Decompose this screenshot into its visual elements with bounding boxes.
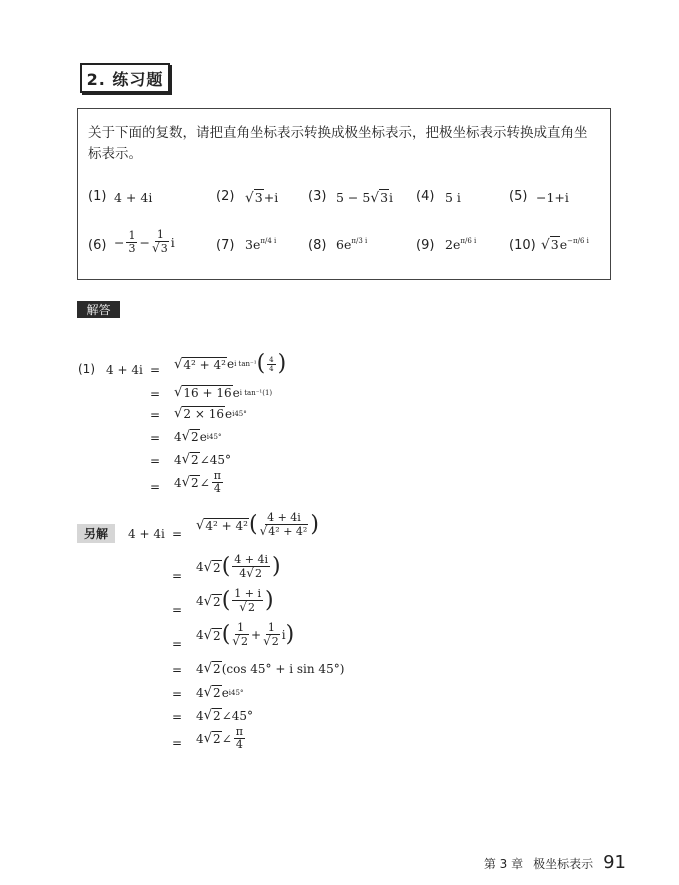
page-number: 91 xyxy=(603,852,626,873)
eq-sign: = xyxy=(172,569,183,583)
problem-label-7: (7) xyxy=(216,238,235,253)
alt-step-4: 4 √ 2 ( $\frac{1}{√2}$ + $\frac{1}{√2}$ i ) xyxy=(196,621,295,648)
problem-expr-1: 4 + 4i xyxy=(114,190,153,205)
eq-sign: = xyxy=(150,431,161,445)
alt-step-6: 4 √ 2 e i45° xyxy=(196,685,244,700)
problem-expr-9: $2e^{\pi/6 i}$ xyxy=(445,237,477,252)
solution-step-5: 4 √ 2 ∠45° xyxy=(174,452,232,467)
eq-sign: = xyxy=(172,736,183,750)
problem-box xyxy=(77,108,611,280)
solution-number: (1) xyxy=(78,362,95,376)
section-title-text: 2. 练习题 xyxy=(86,69,164,89)
footer-chapter-title: 极坐标表示 xyxy=(533,857,594,871)
solution-step-4: 4 √ 2 e i45° xyxy=(174,429,222,444)
eq-sign: = xyxy=(172,637,183,651)
problem-expr-3: 5 − 5√3i xyxy=(336,190,394,206)
problem-label-4: (4) xyxy=(416,189,435,204)
eq-sign: = xyxy=(150,480,161,494)
solution-step-3: √ 2 × 16 e i45° xyxy=(174,406,247,421)
problem-label-3: (3) xyxy=(308,189,327,204)
alt-step-8: 4 √ 2 ∠ $\frac{\pi}{4}$ xyxy=(196,725,243,751)
alt-step-5: 4 √ 2 (cos 45° + i sin 45°) xyxy=(196,661,345,676)
alt-step-1: √ 4² + 4² ( $\frac{4 + 4i}{\text{√4² + 4²}}$ ) xyxy=(196,511,319,538)
problem-label-6: (6) xyxy=(88,238,107,253)
problem-intro: 关于下面的复数，请把直角坐标表示转换成极坐标表示，把极坐标表示转换成直角坐标表示。 xyxy=(88,125,588,162)
alt-lhs: 4 + 4i xyxy=(128,527,165,541)
eq-sign: = xyxy=(150,363,161,377)
eq-sign: = xyxy=(172,527,183,541)
problem-label-10: (10) xyxy=(509,238,536,253)
problem-label-1: (1) xyxy=(88,189,107,204)
page-footer xyxy=(484,852,626,873)
eq-sign: = xyxy=(172,710,183,724)
solution-lhs: 4 + 4i xyxy=(106,363,143,377)
solution-step-1: √ 4² + 4² e i tan⁻¹ ( $\frac{4}{4}$ ) xyxy=(174,351,287,376)
alt-solution-label-text: 另解 xyxy=(83,527,108,541)
answer-label-text: 解答 xyxy=(86,303,111,317)
eq-sign: = xyxy=(172,603,183,617)
problem-expr-8: $6e^{\pi/3 i}$ xyxy=(336,237,368,252)
solution-step-2: √ 16 + 16 e i tan⁻¹(1) xyxy=(174,385,273,400)
section-title xyxy=(80,63,170,93)
solution-step-6: 4 √ 2 ∠ $\frac{\pi}{4}$ xyxy=(174,469,221,495)
problem-label-5: (5) xyxy=(509,189,528,204)
alt-step-7: 4 √ 2 ∠45° xyxy=(196,708,254,723)
alt-step-2: 4 √ 2 ( $\frac{4 + 4i}{4√2}$ ) xyxy=(196,553,281,580)
alt-step-3: 4 √ 2 ( $\frac{1 + i}{√2}$ ) xyxy=(196,587,274,614)
eq-sign: = xyxy=(150,408,161,422)
eq-sign: = xyxy=(150,387,161,401)
footer-chapter: 第 3 章 xyxy=(483,857,524,871)
eq-sign: = xyxy=(172,687,183,701)
problem-expr-7: $3e^{\pi/4 i}$ xyxy=(245,237,277,252)
answer-label xyxy=(77,301,120,318)
alt-solution-label xyxy=(77,524,115,543)
problem-expr-5: −1+i xyxy=(536,190,569,205)
problem-row-1 xyxy=(78,185,610,211)
eq-sign: = xyxy=(172,663,183,677)
problem-label-8: (8) xyxy=(308,238,327,253)
eq-sign: = xyxy=(150,454,161,468)
problem-label-9: (9) xyxy=(416,238,435,253)
problem-expr-4: 5 i xyxy=(445,190,461,205)
problem-row-2 xyxy=(78,229,610,265)
problem-expr-6: − $\frac{1}{3}$ − $\frac{1}{√3}$ i xyxy=(114,228,175,255)
problem-label-2: (2) xyxy=(216,189,235,204)
problem-expr-2: √3+i xyxy=(245,190,279,206)
problem-expr-10: $√3e^{-\pi/6 i}$ xyxy=(541,237,589,253)
